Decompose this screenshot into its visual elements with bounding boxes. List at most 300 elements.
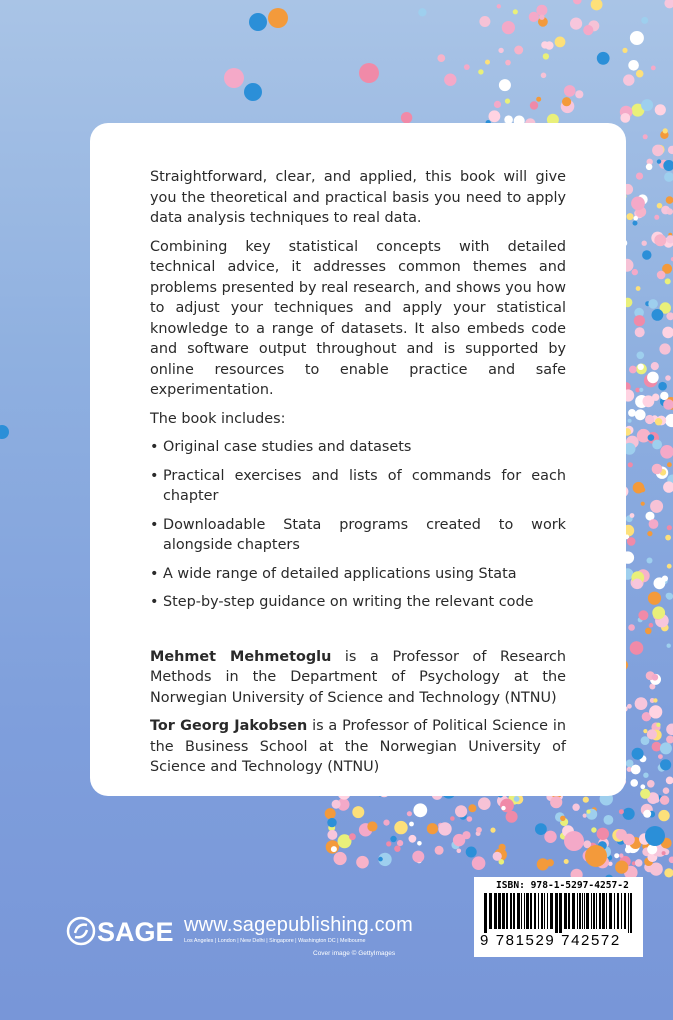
balloon xyxy=(453,834,465,846)
balloon xyxy=(493,852,502,861)
cover-credit: Cover image © GettyImages xyxy=(313,950,396,957)
balloon xyxy=(535,823,547,835)
balloon xyxy=(555,37,566,48)
balloon xyxy=(654,215,659,220)
balloon xyxy=(597,828,609,840)
balloon xyxy=(657,271,666,280)
balloon xyxy=(669,857,673,864)
balloon xyxy=(619,853,623,857)
balloon xyxy=(464,64,470,70)
balloon xyxy=(628,419,632,423)
balloon xyxy=(641,17,648,24)
barcode-bar xyxy=(609,893,612,929)
balloon xyxy=(494,101,501,108)
balloon xyxy=(550,796,562,808)
balloon xyxy=(643,395,655,407)
balloon xyxy=(638,610,648,620)
balloon xyxy=(224,68,244,88)
balloon xyxy=(506,811,518,823)
balloon xyxy=(497,4,501,8)
balloon xyxy=(652,674,659,681)
barcode-bar xyxy=(621,893,622,929)
barcode-bars xyxy=(484,893,634,933)
balloon xyxy=(249,13,267,31)
balloon xyxy=(529,12,539,22)
balloon xyxy=(652,606,665,619)
barcode-bar xyxy=(579,893,581,929)
list-item xyxy=(150,592,566,613)
balloon xyxy=(498,48,503,53)
balloon xyxy=(651,362,659,370)
balloon xyxy=(485,60,490,65)
barcode-bar xyxy=(582,893,583,929)
balloon xyxy=(657,159,661,163)
balloon xyxy=(244,83,262,101)
balloon xyxy=(623,808,635,820)
balloon xyxy=(645,415,654,424)
balloon xyxy=(476,827,482,833)
balloon xyxy=(631,197,645,211)
balloon xyxy=(575,90,583,98)
balloon xyxy=(645,826,665,846)
balloon xyxy=(648,434,655,441)
balloon xyxy=(656,723,660,727)
list-item xyxy=(150,515,566,556)
balloon xyxy=(490,828,495,833)
balloon xyxy=(638,364,644,370)
balloon xyxy=(591,827,596,832)
balloon xyxy=(649,705,662,718)
sage-logo-mark xyxy=(68,918,94,944)
balloon xyxy=(632,748,644,760)
barcode-bar xyxy=(489,893,492,929)
balloon xyxy=(643,729,647,733)
barcode-digits: 9 781529 742572 xyxy=(480,932,621,949)
balloon xyxy=(641,99,653,111)
barcode-bar xyxy=(484,893,487,933)
balloon xyxy=(665,414,673,427)
balloon xyxy=(658,382,667,391)
balloon xyxy=(647,372,659,384)
balloon xyxy=(652,145,664,157)
balloon xyxy=(573,0,582,4)
barcode-bar xyxy=(617,893,619,929)
author-description: is a Professor of Research Methods in the Department of Psychology at the Norwegian University of Science and Technology (NTNU) xyxy=(150,648,567,706)
balloon xyxy=(394,846,400,852)
isbn-barcode xyxy=(474,877,643,957)
barcode-bar xyxy=(541,893,543,929)
balloon xyxy=(489,110,501,122)
balloon xyxy=(652,742,662,752)
balloon xyxy=(586,810,590,814)
balloon xyxy=(631,765,641,775)
includes-heading: The book includes: xyxy=(150,410,286,427)
balloon xyxy=(409,835,417,843)
feature-text: Downloadable Stata programs created to work alongside chapters xyxy=(163,516,566,553)
barcode-bar xyxy=(517,893,520,929)
balloon xyxy=(653,698,657,702)
balloon xyxy=(570,18,582,30)
list-item xyxy=(150,564,566,585)
balloon xyxy=(658,754,663,759)
balloon xyxy=(604,815,614,825)
balloon xyxy=(583,814,587,818)
balloon xyxy=(331,846,337,852)
description-paragraph: Combining key statistical concepts with detailed technical advice, it addresses common themes and problems presented by real research, and shows you how to adjust your techniques and apply your statistical knowledge to a range of datasets. It also embeds code and software output throughout and is supported by online resources to enable practice and safe experimentation. xyxy=(150,238,566,398)
balloon xyxy=(629,366,637,374)
balloon xyxy=(401,112,412,123)
author-name: Tor Georg Jakobsen xyxy=(150,718,308,734)
balloon xyxy=(648,299,658,309)
balloon xyxy=(662,327,673,339)
balloon xyxy=(562,97,571,106)
balloon xyxy=(666,312,673,320)
balloon xyxy=(647,558,653,564)
barcode-bar xyxy=(510,893,512,929)
balloon xyxy=(662,851,666,855)
balloon xyxy=(630,779,638,787)
feature-text: Practical exercises and lists of commands for each chapter xyxy=(163,467,566,504)
blurb-card xyxy=(90,123,626,796)
balloon xyxy=(666,593,673,600)
feature-text: A wide range of detailed applications using Stata xyxy=(163,565,517,582)
bullet: • xyxy=(150,439,159,455)
balloon xyxy=(660,796,669,805)
author-bio xyxy=(150,716,566,778)
balloon xyxy=(652,440,662,450)
balloon xyxy=(667,564,672,569)
author-name: Mehmet Mehmetoglu xyxy=(150,648,332,665)
balloon xyxy=(543,53,549,59)
balloon xyxy=(501,806,505,810)
balloon xyxy=(660,759,671,770)
balloon xyxy=(666,196,673,204)
balloon xyxy=(539,15,544,20)
balloon xyxy=(383,820,389,826)
balloon xyxy=(650,500,663,513)
barcode-bar xyxy=(596,893,597,929)
barcode-bar xyxy=(572,893,575,929)
balloon xyxy=(450,816,455,821)
barcode-bar xyxy=(577,893,578,929)
bullet: • xyxy=(150,516,159,533)
balloon xyxy=(637,352,645,360)
balloon xyxy=(619,809,624,814)
balloon xyxy=(427,823,438,834)
balloon xyxy=(478,797,491,810)
balloon xyxy=(655,418,662,425)
barcode-bar xyxy=(584,893,585,929)
publisher-cities: Los Angeles | London | New Delhi | Singapore | Washington DC | Melbourne xyxy=(184,938,366,944)
balloon xyxy=(642,241,647,246)
balloon xyxy=(407,811,412,816)
balloon xyxy=(636,286,641,291)
blurb-content xyxy=(150,167,566,786)
balloon xyxy=(634,315,645,326)
balloon xyxy=(664,0,673,8)
balloon xyxy=(437,54,445,62)
balloon xyxy=(666,777,673,785)
balloon xyxy=(633,482,645,494)
balloon xyxy=(583,25,593,35)
balloon xyxy=(614,853,619,858)
barcode-bar xyxy=(544,893,545,929)
balloon xyxy=(660,445,673,459)
balloon xyxy=(632,579,642,589)
balloon xyxy=(635,859,643,867)
balloon xyxy=(564,831,584,851)
balloon xyxy=(412,851,424,863)
features-list xyxy=(150,437,566,613)
balloon xyxy=(635,327,645,337)
barcode-bar xyxy=(564,893,567,929)
balloon xyxy=(628,60,639,71)
balloon xyxy=(390,836,396,842)
barcode-bar xyxy=(630,893,632,933)
balloon xyxy=(668,146,673,154)
balloon xyxy=(658,810,669,821)
feature-text: Original case studies and datasets xyxy=(163,439,412,455)
balloon xyxy=(660,742,672,754)
publisher-website[interactable]: www.sagepublishing.com xyxy=(184,914,413,936)
barcode-bar xyxy=(513,893,515,929)
balloon xyxy=(666,736,673,744)
balloon xyxy=(641,736,650,745)
balloon xyxy=(514,796,520,802)
balloon xyxy=(630,641,644,655)
barcode-bar xyxy=(547,893,548,929)
balloon xyxy=(359,63,379,83)
balloon xyxy=(647,780,655,788)
balloon xyxy=(386,841,391,846)
balloon xyxy=(268,8,288,28)
barcode-bar xyxy=(524,893,525,929)
balloon xyxy=(457,849,462,854)
balloon xyxy=(514,46,523,55)
barcode-bar xyxy=(494,893,497,929)
balloon xyxy=(327,830,337,840)
balloon xyxy=(544,831,556,843)
balloon xyxy=(630,513,635,518)
balloon xyxy=(649,623,654,628)
balloon xyxy=(647,531,652,536)
section-spacer xyxy=(150,621,566,647)
balloon xyxy=(500,799,514,813)
isbn-label: ISBN: 978-1-5297-4257-2 xyxy=(496,880,629,891)
barcode-bar xyxy=(602,893,605,929)
balloon xyxy=(536,97,541,102)
balloon xyxy=(655,104,666,115)
balloon xyxy=(636,70,644,78)
balloon xyxy=(657,203,663,209)
barcode-bar xyxy=(568,893,570,929)
balloon xyxy=(654,234,666,246)
balloon xyxy=(620,113,630,123)
balloon xyxy=(665,535,671,541)
balloon xyxy=(325,808,336,819)
balloon xyxy=(667,644,671,648)
barcode-bar xyxy=(502,893,505,929)
balloon xyxy=(356,856,369,869)
balloon xyxy=(0,425,9,439)
balloon xyxy=(646,164,653,171)
balloon xyxy=(615,861,628,874)
balloon xyxy=(505,99,510,104)
feature-text: Step-by-step guidance on writing the relevant code xyxy=(163,594,534,610)
balloon xyxy=(530,101,538,109)
barcode-bar xyxy=(614,893,615,929)
balloon xyxy=(651,66,656,71)
balloon xyxy=(640,789,650,799)
balloon xyxy=(536,5,547,16)
bullet: • xyxy=(150,565,159,582)
balloon xyxy=(635,697,648,710)
balloon xyxy=(643,810,651,818)
balloon xyxy=(455,805,467,817)
balloon xyxy=(418,8,426,16)
balloon xyxy=(468,804,476,812)
barcode-bar xyxy=(550,893,553,929)
balloon xyxy=(564,859,569,864)
balloon xyxy=(472,856,486,870)
barcode-bar xyxy=(628,893,629,933)
sage-logo-swoosh xyxy=(75,925,87,938)
barcode-bar xyxy=(624,893,626,929)
balloon xyxy=(478,69,483,74)
balloon xyxy=(479,16,490,27)
barcode-bar xyxy=(586,893,589,929)
barcode-bar xyxy=(521,893,522,929)
barcode-bar xyxy=(506,893,508,929)
barcode-bar xyxy=(555,893,558,933)
balloon xyxy=(332,800,341,809)
balloon xyxy=(633,216,638,221)
balloon xyxy=(648,592,661,605)
balloon xyxy=(541,73,547,79)
balloon xyxy=(632,269,638,275)
balloon xyxy=(654,577,666,589)
balloon xyxy=(645,628,652,635)
balloon xyxy=(641,502,645,506)
barcode-bar xyxy=(559,893,562,933)
balloon xyxy=(352,806,364,818)
barcode-bar xyxy=(606,893,607,929)
balloon xyxy=(444,74,456,86)
balloon xyxy=(499,79,511,91)
balloon xyxy=(660,392,668,400)
balloon xyxy=(667,462,672,467)
balloon xyxy=(649,519,659,529)
barcode-bar xyxy=(538,893,539,929)
balloon xyxy=(665,278,671,284)
balloon xyxy=(564,85,576,97)
balloon xyxy=(438,822,451,835)
balloon xyxy=(665,375,671,381)
balloon xyxy=(466,847,477,858)
balloon xyxy=(663,787,670,794)
balloon xyxy=(327,818,336,827)
balloon xyxy=(639,388,643,392)
balloon xyxy=(643,773,648,778)
balloon xyxy=(585,845,607,867)
balloon xyxy=(652,309,664,321)
balloon xyxy=(417,841,422,846)
balloon xyxy=(591,0,603,10)
publisher-info xyxy=(184,914,413,945)
balloon xyxy=(394,821,407,834)
barcode-bar xyxy=(599,893,601,929)
balloon xyxy=(623,74,634,85)
balloon xyxy=(467,816,473,822)
balloon xyxy=(643,134,648,139)
sage-logo xyxy=(66,912,178,950)
sage-logo-text: SAGE xyxy=(97,917,174,947)
balloon xyxy=(622,48,627,53)
balloon xyxy=(659,343,670,354)
author-bio xyxy=(150,647,566,709)
barcode-bar xyxy=(534,893,536,929)
barcode-bar xyxy=(498,893,501,929)
balloon xyxy=(663,128,668,133)
balloon xyxy=(560,816,565,821)
balloon xyxy=(413,803,427,817)
balloon xyxy=(378,857,383,862)
balloon xyxy=(627,537,636,546)
balloon xyxy=(502,21,515,34)
balloon xyxy=(572,804,579,811)
balloon xyxy=(597,52,610,65)
balloon xyxy=(541,41,548,48)
balloon xyxy=(349,833,356,840)
barcode-bar xyxy=(591,893,592,929)
balloon xyxy=(630,31,644,45)
balloon xyxy=(667,208,673,214)
balloon xyxy=(409,822,414,827)
balloon xyxy=(627,213,634,220)
balloon xyxy=(635,409,646,420)
balloon xyxy=(664,868,673,877)
balloon xyxy=(628,462,633,467)
barcode-bar xyxy=(526,893,529,929)
balloon xyxy=(628,409,636,417)
bullet: • xyxy=(150,467,159,484)
list-item xyxy=(150,437,566,458)
list-item xyxy=(150,466,566,507)
barcode-bar xyxy=(530,893,532,929)
balloon xyxy=(505,60,511,66)
balloon xyxy=(663,481,673,492)
balloon xyxy=(334,852,347,865)
balloon xyxy=(623,834,635,846)
balloon xyxy=(633,221,638,226)
barcode-bar xyxy=(593,893,595,929)
balloon xyxy=(636,173,643,180)
balloon xyxy=(640,784,645,789)
balloon xyxy=(397,840,403,846)
balloon xyxy=(513,9,518,14)
balloon xyxy=(435,846,444,855)
balloon xyxy=(666,724,673,736)
balloon xyxy=(625,846,632,853)
balloon xyxy=(628,624,635,631)
balloon xyxy=(664,172,673,182)
balloon xyxy=(627,704,632,709)
balloon xyxy=(583,797,589,803)
balloon xyxy=(367,821,377,831)
balloon xyxy=(667,525,672,530)
author-description: is a Professor of Political Science in the Business School at the Norwegian University of Science and Technology (NTNU) xyxy=(150,718,566,775)
intro-paragraph: Straightforward, clear, and applied, this book will give you the theoretical and practical basis you need to apply data analysis techniques to real data. xyxy=(150,169,566,226)
